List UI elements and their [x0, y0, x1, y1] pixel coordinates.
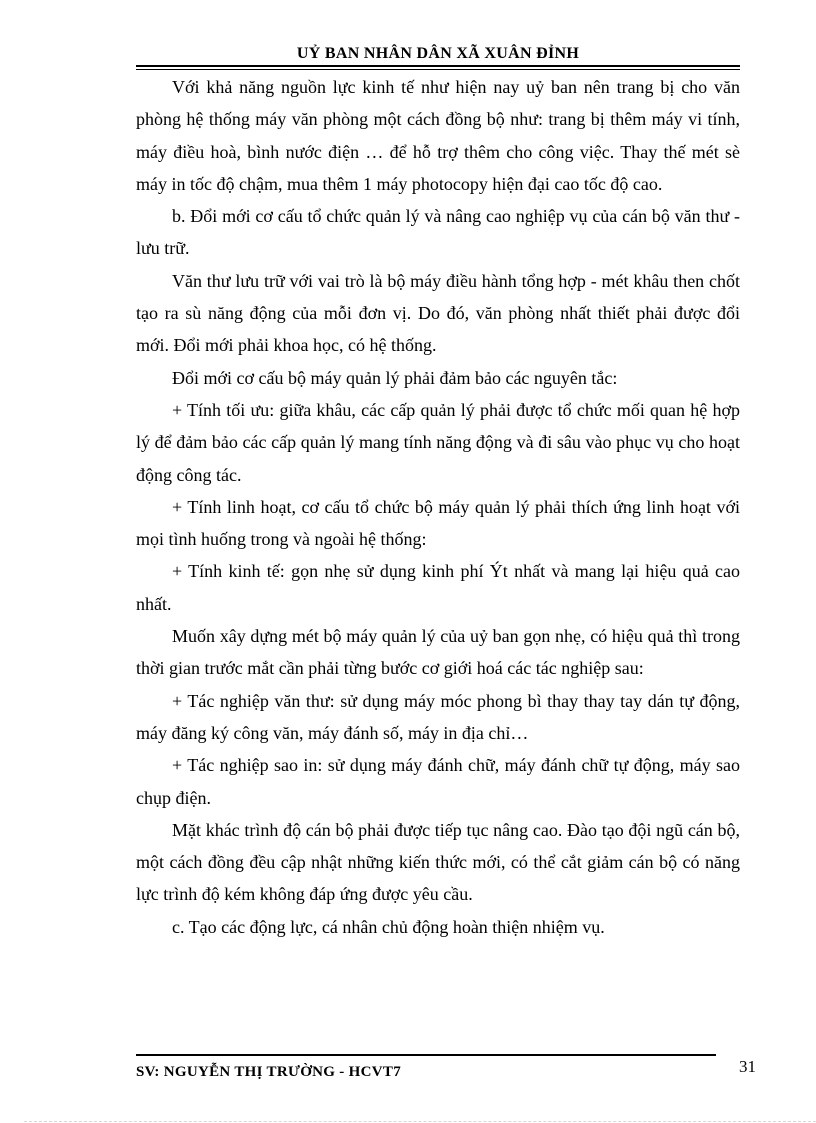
header-rule-thin: [136, 69, 740, 70]
footer-rule: [136, 1054, 716, 1056]
paragraph-principle-flexible: + Tính linh hoạt, cơ cấu tổ chức bộ máy quản lý phải thích ứng linh hoạt với mọi tình huống trong và ngoài hệ thống:: [136, 496, 740, 550]
paragraph-section-b-heading: b. Đổi mới cơ cấu tổ chức quản lý và nâng cao nghiệp vụ của cán bộ văn thư - lưu trữ.: [136, 206, 740, 259]
paragraph-principle-optimal: + Tính tối ưu: giữa khâu, các cấp quản lý phải được tổ chức mối quan hệ hợp lý để đảm bảo các cấp quản lý mang tính năng động và đi sâu vào phục vụ cho hoạt động công tác.: [136, 399, 740, 485]
page-bottom-edge: [24, 1121, 816, 1122]
paragraph-equipment: Với khả năng nguồn lực kinh tế như hiện nay uỷ ban nên trang bị cho văn phòng hệ thống máy văn phòng một cách đồng bộ như: trang bị thêm máy vi tính, máy điều hoà, bình nước điện … để hỗ trợ thêm cho công việc. Thay thế mét sè máy in tốc độ chậm, mua thêm 1 máy photocopy hiện đại cao tốc độ cao.: [136, 77, 740, 194]
paragraph-clerical-tasks: + Tác nghiệp văn thư: sử dụng máy móc phong bì thay thay tay dán tự động, máy đăng ký công văn, máy đánh số, máy in địa chỉ…: [136, 690, 740, 743]
paragraph-section-c-heading: c. Tạo các động lực, cá nhân chủ động hoàn thiện nhiệm vụ.: [172, 916, 605, 937]
header-rule-thick: [136, 65, 740, 67]
paragraph-mechanization-intro: Muốn xây dựng mét bộ máy quản lý của uỷ ban gọn nhẹ, có hiệu quả thì trong thời gian trước mắt cần phải từng bước cơ giới hoá các tác nghiệp sau:: [136, 626, 740, 679]
document-body: [136, 71, 740, 943]
paragraph-principle-economic: + Tính kinh tế: gọn nhẹ sử dụng kinh phí Ýt nhất và mang lại hiệu quả cao nhất.: [136, 561, 740, 614]
page-header-title: UỶ BAN NHÂN DÂN XÃ XUÂN ĐỈNH: [296, 45, 580, 62]
page-number: 31: [739, 1057, 756, 1076]
footer-student-name: SV: NGUYỄN THỊ TRƯỜNG - HCVT7: [136, 1064, 401, 1080]
paragraph-copying-tasks: + Tác nghiệp sao in: sử dụng máy đánh chữ, máy đánh chữ tự động, máy sao chụp điện.: [136, 755, 740, 808]
paragraph-staff-training: Mặt khác trình độ cán bộ phải được tiếp tục nâng cao. Đào tạo đội ngũ cán bộ, một cách đồng đều cập nhật những kiến thức mới, có thể cắt giảm cán bộ có năng lực trình độ kém không đáp ứng được yêu cầu.: [136, 819, 740, 905]
paragraph-principles-intro: Đổi mới cơ cấu bộ máy quản lý phải đảm bảo các nguyên tắc:: [172, 367, 618, 388]
paragraph-archive-role: Văn thư lưu trữ với vai trò là bộ máy điều hành tổng hợp - mét khâu then chốt tạo ra sù năng động của mỗi đơn vị. Do đó, văn phòng nhất thiết phải được đổi mới. Đổi mới phải khoa học, có hệ thống.: [136, 270, 740, 356]
